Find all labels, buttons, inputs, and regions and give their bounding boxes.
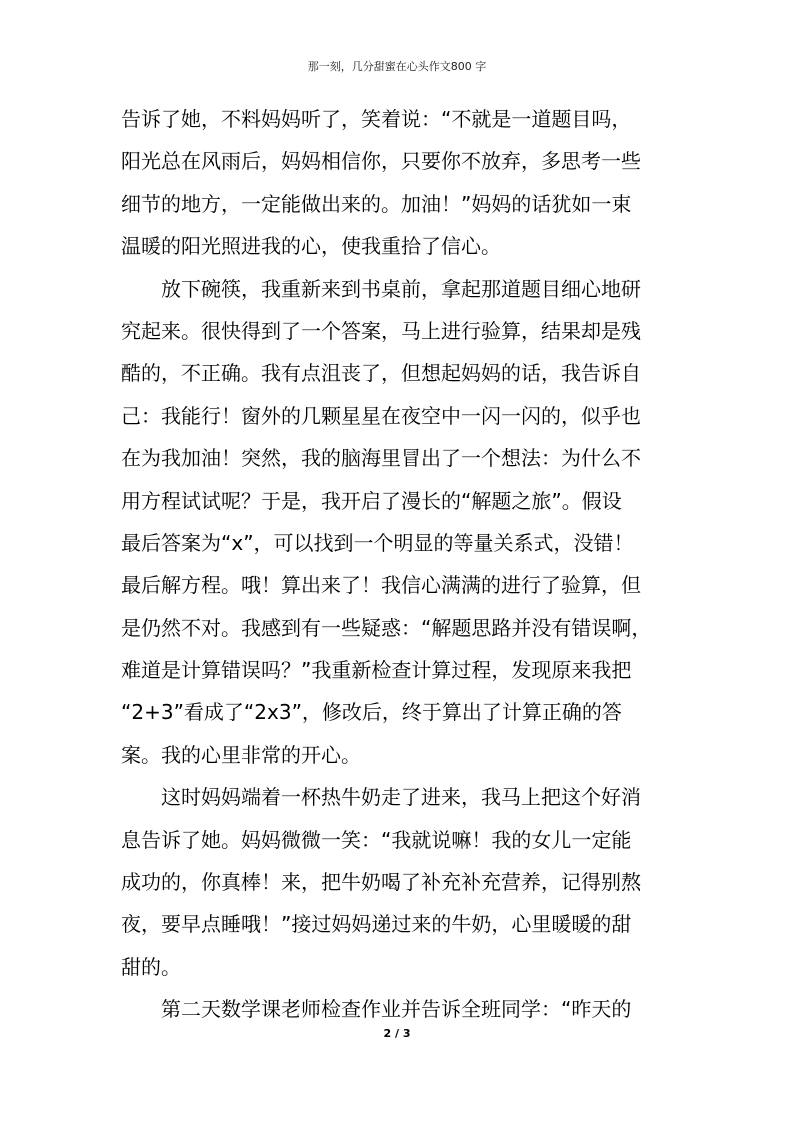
- text-line: 这时妈妈端着一杯热牛奶走了进来，我马上把这个好消: [161, 785, 641, 810]
- text-line: 夜，要早点睡哦！”接过妈妈递过来的牛奶，心里暖暖的甜: [121, 912, 632, 937]
- text-line: 成功的，你真棒！来，把牛奶喝了补充补充营养，记得别熬: [121, 870, 641, 895]
- text-line: 难道是计算错误吗？”我重新检查计算过程，发现原来我把: [121, 658, 632, 683]
- text-line: 细节的地方，一定能做出来的。加油！”妈妈的话犹如一束: [121, 191, 632, 216]
- text-line: 是仍然不对。我感到有一些疑惑：“解题思路并没有错误啊，: [121, 615, 652, 640]
- paragraph-4: [121, 988, 681, 1030]
- text-line: 温暖的阳光照进我的心，使我重拾了信心。: [121, 234, 501, 259]
- text-line: 在为我加油！突然，我的脑海里冒出了一个想法：为什么不: [121, 446, 641, 471]
- text-line: 最后答案为“x”，可以找到一个明显的等量关系式，没错！: [121, 530, 634, 555]
- text-line: 酷的，不正确。我有点沮丧了，但想起妈妈的话，我告诉自: [121, 361, 641, 386]
- text-line: 己：我能行！窗外的几颗星星在夜空中一闪一闪的，似乎也: [121, 403, 641, 428]
- text-line: 案。我的心里非常的开心。: [121, 742, 361, 767]
- text-line: 息告诉了她。妈妈微微一笑：“我就说嘛！我的女儿一定能: [121, 827, 632, 852]
- text-line: 究起来。很快得到了一个答案，马上进行验算，结果却是残: [121, 318, 641, 343]
- page-number: 2 / 3: [383, 1027, 411, 1040]
- text-line: 告诉了她，不料妈妈听了，笑着说：“不就是一道题目吗，: [121, 107, 632, 131]
- paragraph-2: [121, 268, 681, 777]
- text-line: “2+3”看成了“2x3”，修改后，终于算出了计算正确的答: [121, 700, 622, 725]
- paragraph-1: [121, 98, 681, 268]
- text-line: 放下碗筷，我重新来到书桌前，拿起那道题目细心地研: [161, 276, 641, 301]
- text-line: 甜的。: [121, 954, 181, 979]
- text-line: 用方程试试呢？于是，我开启了漫长的“解题之旅”。假设: [121, 488, 622, 513]
- text-line: 阳光总在风雨后，妈妈相信你，只要你不放弃，多思考一些: [121, 149, 641, 174]
- text-line: 第二天数学课老师检查作业并告诉全班同学：“昨天的: [161, 997, 632, 1022]
- paragraph-3: [121, 776, 681, 988]
- essay-body: [121, 98, 681, 1031]
- page-header-title: 那一刻，几分甜蜜在心头作文800 字: [307, 60, 487, 73]
- text-line: 最后解方程。哦！算出来了！我信心满满的进行了验算，但: [121, 573, 641, 598]
